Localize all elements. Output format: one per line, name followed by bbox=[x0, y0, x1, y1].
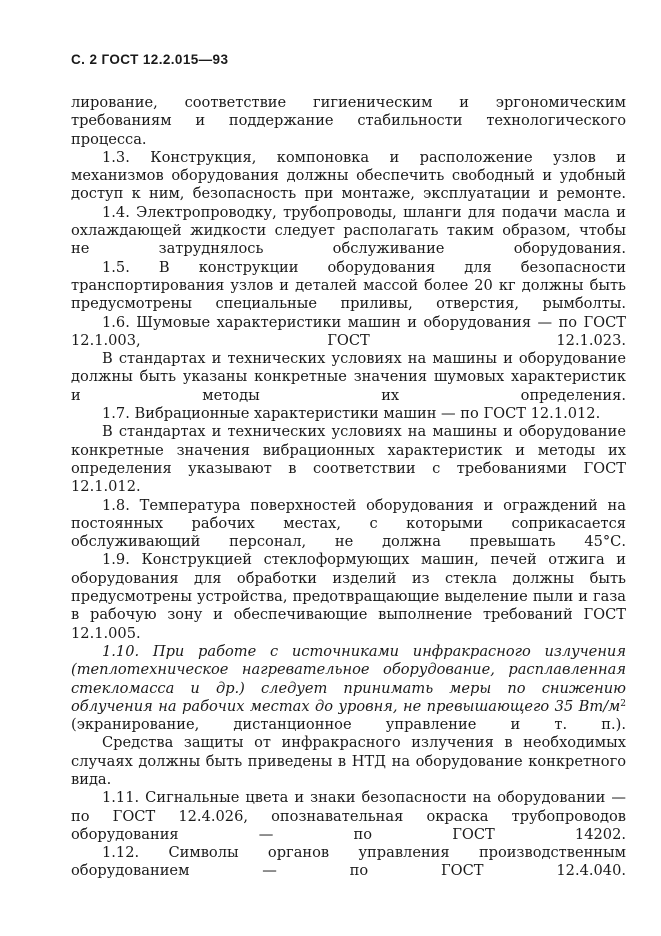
paragraph-1-4: 1.4. Электропроводку, трубопроводы, шланги для подачи масла и охлаждающей жидкости следует располагать таким образом, чтобы не затруднялось обслуживание оборудования. bbox=[71, 203, 626, 258]
document-body bbox=[71, 94, 626, 881]
paragraph-1-11: 1.11. Сигнальные цвета и знаки безопасности на оборудовании — по ГОСТ 12.4.026, опознавательная окраска трубопроводов оборудования — по ГОСТ 14202. bbox=[71, 789, 626, 843]
paragraph-1-10-main: 1.10. При работе с источниками инфракрасного излучения (теплотехническое нагревательное оборудование, расплавленная стекломасса и др.) следует принимать меры по снижению облучения на рабочих местах до уровня, не превышающего 35 Вт/м bbox=[71, 642, 626, 715]
paragraph-1-10-note: Средства защиты от инфракрасного излучения в необходимых случаях должны быть приведены в НТД на оборудование конкретного вида. bbox=[71, 734, 626, 788]
paragraph-continued: лирование, соответствие гигиеническим и эргономическим требованиям и поддержание стабильности технологического процесса. bbox=[71, 94, 626, 148]
paragraph-1-10 bbox=[71, 643, 626, 734]
paragraph-1-9: 1.9. Конструкцией стеклоформующих машин, печей отжига и оборудования для обработки изделий из стекла должны быть предусмотрены устройства, предотвращающие выделение пыли и газа в рабочую зону и обеспечивающие выполнение требований ГОСТ 12.1.005. bbox=[71, 551, 626, 642]
paragraph-1-7-note: В стандартах и технических условиях на машины и оборудование конкретные значения вибрационных характеристик и методы их определения указывают в соответствии с требованиями ГОСТ 12.1.012. bbox=[71, 423, 626, 496]
page-header: С. 2 ГОСТ 12.2.015—93 bbox=[71, 52, 229, 67]
paragraph-1-3: 1.3. Конструкция, компоновка и расположение узлов и механизмов оборудования должны обеспечить свободный и удобный доступ к ним, безопасность при монтаже, эксплуатации и ремонте. bbox=[71, 148, 626, 203]
paragraph-1-6: 1.6. Шумовые характеристики машин и оборудования — по ГОСТ 12.1.003, ГОСТ 12.1.023. bbox=[71, 313, 626, 349]
superscript-2: 2 bbox=[620, 698, 626, 709]
paragraph-1-10-tail: (экранирование, дистанционное управление и т. п.). bbox=[71, 716, 626, 734]
paragraph-1-6-note: В стандартах и технических условиях на машины и оборудование должны быть указаны конкретные значения шумовых характеристик и методы их определения. bbox=[71, 350, 626, 404]
paragraph-1-7: 1.7. Вибрационные характеристики машин — по ГОСТ 12.1.012. bbox=[102, 405, 601, 423]
paragraph-1-12: 1.12. Символы органов управления производственным оборудованием — по ГОСТ 12.4.040. bbox=[71, 844, 626, 880]
paragraph-1-8: 1.8. Температура поверхностей оборудования и ограждений на постоянных рабочих местах, с которыми соприкасается обслуживающий персонал, не должна превышать 45°С. bbox=[71, 496, 626, 551]
paragraph-1-5: 1.5. В конструкции оборудования для безопасности транспортирования узлов и деталей массой более 20 кг должны быть предусмотрены специальные приливы, отверстия, рымболты. bbox=[71, 258, 626, 313]
